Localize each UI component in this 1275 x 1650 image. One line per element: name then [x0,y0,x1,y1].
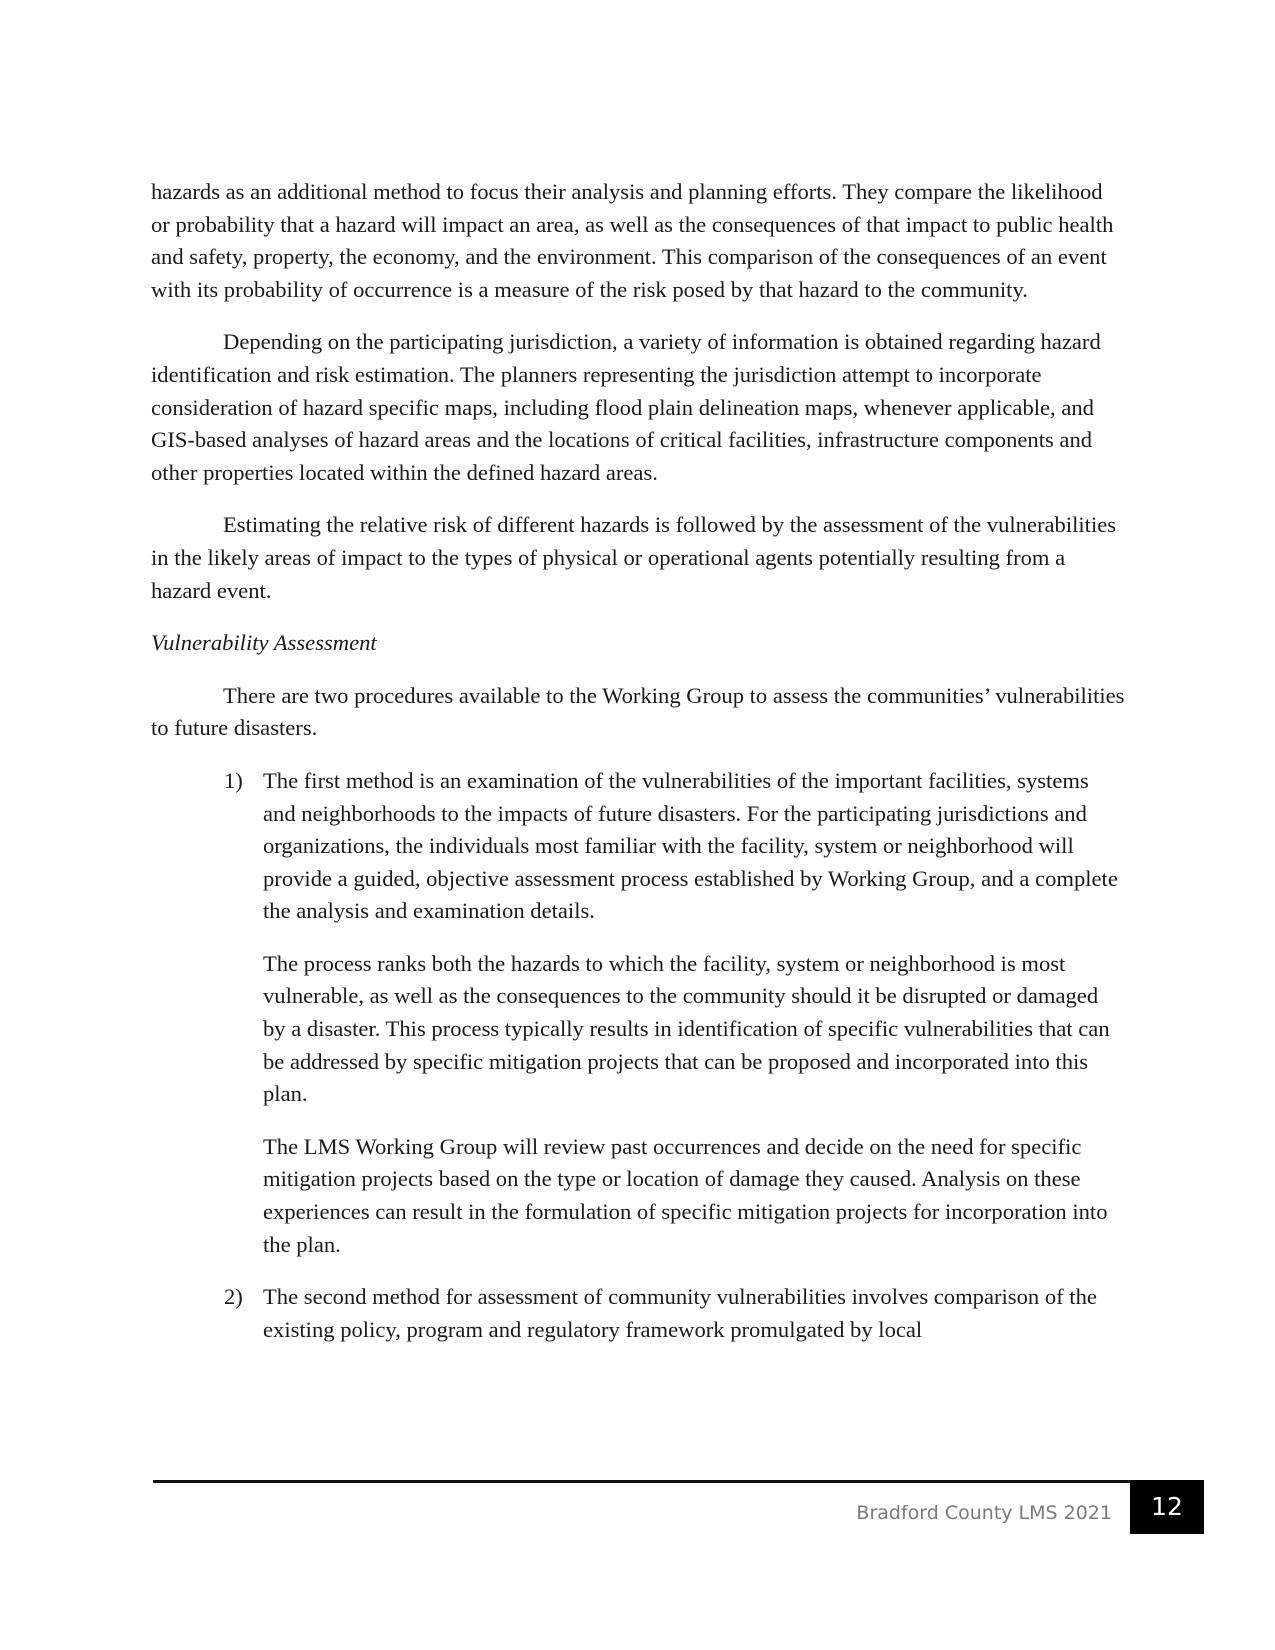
list-item-2-text: The second method for assessment of community vulnerabilities involves comparison of the existing policy, program and regulatory framework promulgated by local [263,1284,1097,1342]
footer-rule [153,1480,1203,1483]
body-paragraph-4: There are two procedures available to the Working Group to assess the communities’ vulnerabilities to future disasters. [151,682,1125,741]
list-marker-1: 1) [224,767,243,793]
footer-document-title: Bradford County LMS 2021 [856,1502,1112,1524]
page-number: 12 [1130,1480,1204,1534]
list-item-1-text: The first method is an examination of the vulnerabilities of the important facilities, systems and neighborhoods to the impacts of future disasters. For the participating jurisdictions and organizations, the individuals most familiar with the facility, system or neighborhood will provide a guided, objective assessment process established by Working Group, and a complete the analysis and examination details. [263,767,1118,924]
body-paragraph-1: hazards as an additional method to focus their analysis and planning efforts. They compare the likelihood or probability that a hazard will impact an area, as well as the consequences of that impact to public health and safety, property, the economy, and the environment. This comparison of the consequences of an event with its probability of occurrence is a measure of the risk posed by that hazard to the community. [151,179,1114,302]
list-item-2 [151,1281,1126,1346]
body-paragraph-2: Depending on the participating jurisdiction, a variety of information is obtained regarding hazard identification and risk estimation. The planners representing the jurisdiction attempt to incorporate consideration of hazard specific maps, including flood plain delineation maps, whenever applicable, and GIS-based analyses of hazard areas and the locations of critical facilities, infrastructure components and other properties located within the defined hazard areas. [151,329,1101,485]
list-item-1 [151,765,1126,928]
list-marker-2: 2) [224,1284,243,1310]
list-item-1-subparagraph-2: The LMS Working Group will review past occurrences and decide on the need for specific mitigation projects based on the type or location of damage they caused. Analysis on these experiences can result in the formulation of specific mitigation projects for incorporation into the plan. [263,1133,1108,1257]
page-body [151,176,1126,1366]
section-heading: Vulnerability Assessment [151,630,377,656]
body-paragraph-3: Estimating the relative risk of different hazards is followed by the assessment of the vulnerabilities in the likely areas of impact to the types of physical or operational agents potentially resulting from a hazard event. [151,512,1117,603]
list-item-1-subparagraph-1: The process ranks both the hazards to which the facility, system or neighborhood is most vulnerable, as well as the consequences to the community should it be disrupted or damaged by a disaster. This process typically results in identification of specific vulnerabilities that can be addressed by specific mitigation projects that can be proposed and incorporated into this plan. [263,950,1110,1107]
